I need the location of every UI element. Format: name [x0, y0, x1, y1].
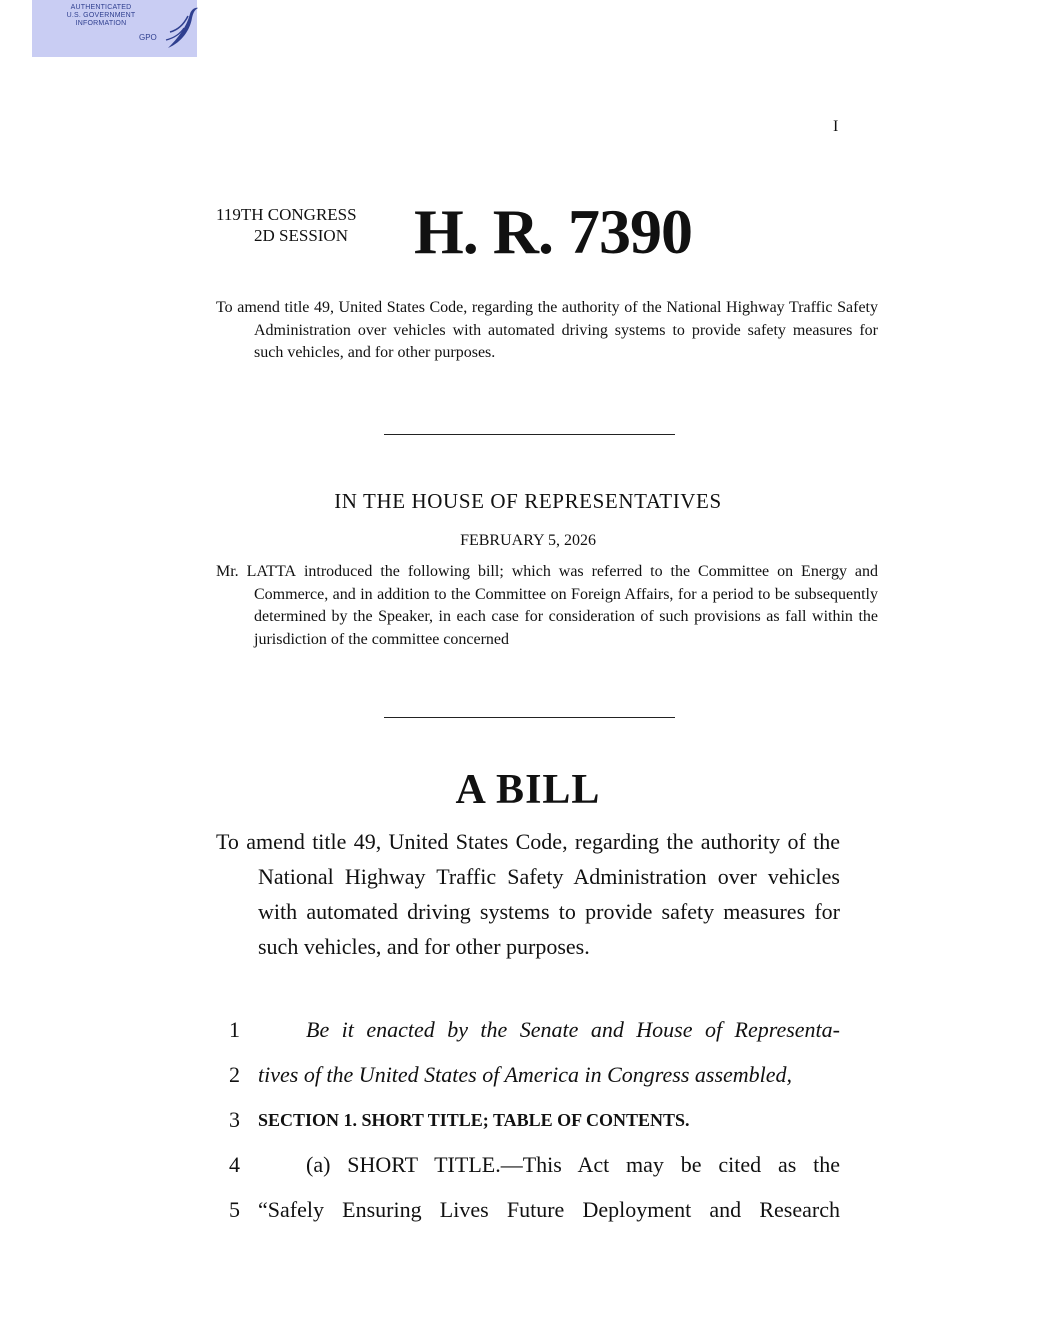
- line-number: 3: [229, 1107, 240, 1132]
- section-heading: SECTION 1. SHORT TITLE; TABLE OF CONTENTS.: [258, 1110, 690, 1130]
- bill-text-line: “Safely Ensuring Lives Future Deployment and Research: [258, 1197, 840, 1222]
- bill-text-line: Be it enacted by the Senate and House of Representa-: [306, 1017, 840, 1042]
- badge-line-government: U.S. GOVERNMENT: [66, 12, 136, 19]
- sponsor-name: LATTA: [246, 563, 296, 580]
- session-label: 2D SESSION: [254, 226, 348, 245]
- subsection-title: SHORT TITLE: [347, 1152, 496, 1177]
- line-number: 1: [229, 1017, 240, 1042]
- page-marker: I: [833, 118, 839, 135]
- eagle-logo-icon: [160, 2, 200, 54]
- line-number: 2: [229, 1062, 240, 1087]
- bill-long-title: To amend title 49, United States Code, regarding the authority of the National Highway Traffic Safety Administration over vehicles with automated driving systems to provide safety measures for such vehicles, and for other purposes.: [216, 829, 840, 959]
- introduction-paragraph: [216, 561, 878, 651]
- congress-session-block: [216, 204, 396, 246]
- bill-number: H. R. 7390: [414, 196, 692, 267]
- chamber-title: IN THE HOUSE OF REPRESENTATIVES: [334, 489, 722, 513]
- bill-text-line: [258, 1152, 840, 1178]
- gpo-authentication-badge: [32, 0, 197, 57]
- introduction-text: introduced the following bill; which was referred to the Committee on Energy and Commerce, and in addition to the Committee on Foreign Affairs, for a period to be subsequently determined by the Speaker, in each case for consideration of such provisions as fall within the jurisdiction of the committee concerned: [254, 563, 879, 648]
- badge-line-information: INFORMATION: [75, 20, 127, 27]
- congress-label: 119TH CONGRESS: [216, 205, 357, 224]
- gpo-abbreviation: GPO: [139, 33, 157, 42]
- sponsor-prefix: Mr.: [216, 563, 239, 580]
- badge-text: [36, 4, 166, 28]
- subsection-label: (a): [306, 1152, 331, 1177]
- line-number: 5: [229, 1197, 240, 1222]
- bill-text-line: tives of the United States of America in Congress assembled,: [258, 1062, 793, 1087]
- bill-heading: A BILL: [455, 767, 601, 813]
- introduction-date: FEBRUARY 5, 2026: [460, 532, 596, 549]
- badge-line-authenticated: AUTHENTICATED: [70, 4, 132, 11]
- divider-rule: [384, 434, 675, 435]
- line-number: 4: [229, 1152, 240, 1177]
- subsection-text: .—This Act may be cited as the: [495, 1152, 841, 1177]
- bill-summary: To amend title 49, United States Code, regarding the authority of the National Highway Traffic Safety Administration over vehicles with automated driving systems to provide safety measures for such vehicles, and for other purposes.: [216, 299, 878, 361]
- divider-rule: [384, 717, 675, 718]
